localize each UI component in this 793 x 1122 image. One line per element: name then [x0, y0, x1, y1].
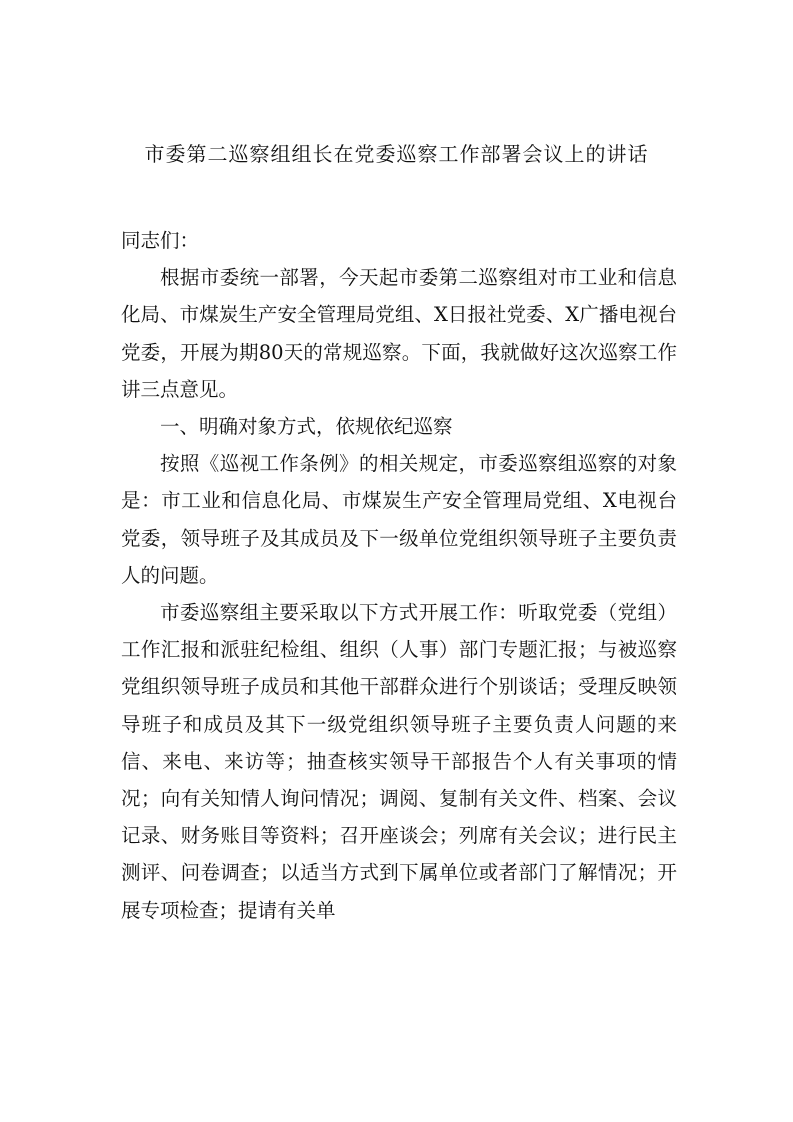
section-heading-1: 一、明确对象方式，依规依纪巡察 — [160, 415, 453, 439]
paragraph-objects: 按照《巡视工作条例》的相关规定，市委巡察组巡察的对象是：市工业和信息化局、市煤炭生产安全管理局党组、X电视台党委，领导班子及其成员及下一级单位党组织领导班子主要负责人的问题。 — [121, 452, 677, 587]
document-title: 市委第二巡察组组长在党委巡察工作部署会议上的讲话 — [144, 142, 649, 166]
salutation: 同志们： — [121, 229, 200, 252]
paragraph-methods: 市委巡察组主要采取以下方式开展工作：听取党委（党组）工作汇报和派驻纪检组、组织（人事）部门专题汇报；与被巡察党组织领导班子成员和其他干部群众进行个别谈话；受理反映领导班子和成员及其下一级党组织领导班子主要负责人问题的来信、来电、来访等；抽查核实领导干部报告个人有关事项的情况；向有关知情人询问情况；调阅、复制有关文件、档案、会议记录、财务账目等资料；召开座谈会；列席有关会议；进行民主测评、问卷调查；以适当方式到下属单位或者部门了解情况；开展专项检查；提请有关单 — [121, 601, 677, 922]
document-body — [121, 222, 677, 929]
paragraph-intro: 根据市委统一部署，今天起市委第二巡察组对市工业和信息化局、市煤炭生产安全管理局党组、X日报社党委、X广播电视台党委，开展为期80天的常规巡察。下面，我就做好这次巡察工作讲三点意见。 — [121, 266, 677, 401]
